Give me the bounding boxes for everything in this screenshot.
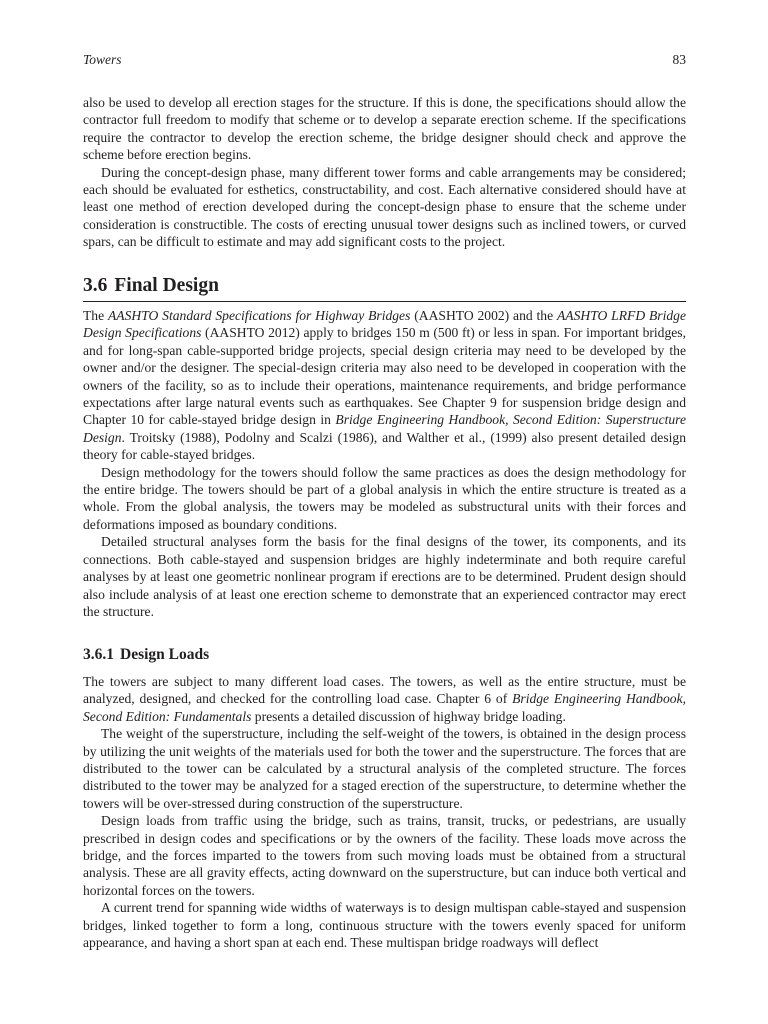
subsection-title: Design Loads [120, 646, 210, 663]
section-number: 3.6 [83, 275, 108, 296]
section-body [83, 307, 686, 620]
page-number: 83 [672, 52, 686, 67]
text-run: The towers are subject to many different load cases. The towers, as well as the entire structure, must be analyzed, designed, and checked for the controlling load case. Chapter 6 of [83, 674, 686, 707]
citation-title: AASHTO LRFD Bridge Design Specifications [83, 308, 686, 341]
paragraph: Design methodology for the towers should follow the same practices as does the design methodology for the entire bridge. The towers should be part of a global analysis in which the entire structure is treated as a whole. From the global analysis, the towers may be modeled as substructural units with their forces and deformations imposed as boundary conditions. [83, 464, 686, 532]
text-run: (AASHTO 2002) and the [410, 308, 557, 323]
text-run: (AASHTO 2012) apply to bridges 150 m (500 ft) or less in span. For important bridges, and for long-span cable-supported bridge projects, special design criteria may need to be developed by the owner and/or the designer. The special-design criteria may also need to be developed in cooperation with the owners of the facility, so as to include their operations, maintenance requirements, and bridge performance expectations after large natural events such as earthquakes. See Chapter 9 for suspension bridge design and Chapter 10 for cable-stayed bridge design in [83, 325, 686, 428]
paragraph: Design loads from traffic using the bridge, such as trains, transit, trucks, or pedestrians, are usually prescribed in design codes and specifications or by the owners of the facility. These loads move across the bridge, and the forces imparted to the towers from such moving loads must be obtained from a structural analysis. These are all gravity effects, acting downward on the superstructure, but can induce both vertical and horizontal forces on the towers. [83, 813, 686, 898]
citation-title: Bridge Engineering Handbook, Second Edition: Fundamentals [83, 691, 686, 724]
section-heading [83, 273, 686, 302]
subsection-number: 3.6.1 [83, 646, 114, 663]
paragraph: also be used to develop all erection stages for the structure. If this is done, the specifications should allow the contractor full freedom to modify that scheme or to develop a separate erection scheme. If the specifications require the contractor to develop the erection scheme, the bridge designer should check and approve the scheme before erection begins. [83, 95, 686, 163]
text-run: The [83, 308, 108, 323]
text-run: presents a detailed discussion of highway bridge loading. [251, 708, 566, 724]
citation-title: AASHTO Standard Specifications for Highway Bridges [107, 308, 411, 323]
running-head [83, 52, 686, 70]
paragraph [83, 673, 686, 725]
intro-text [83, 94, 686, 251]
text-run: . Troitsky (1988), Podolny and Scalzi (1986), and Walther et al., (1999) also present detailed design theory for cable-stayed bridges. [83, 429, 686, 463]
paragraph [83, 307, 686, 464]
paragraph: The weight of the superstructure, including the self-weight of the towers, is obtained in the design process by utilizing the unit weights of the materials used for both the tower and the superstructure. The forces that are distributed to the tower can be calculated by a structural analysis of the completed structure. The forces distributed to the tower may be analyzed for a staged erection of the superstructure, to determine whether the towers will be over-stressed during construction of the superstructure. [83, 726, 686, 811]
paragraph: Detailed structural analyses form the basis for the final designs of the tower, its components, and its connections. Both cable-stayed and suspension bridges are highly indeterminate and both require careful analyses by at least one geometric nonlinear program if erections are to be determined. Prudent design should also include analysis of at least one erection scheme to demonstrate that an experienced contractor may erect the structure. [83, 534, 686, 619]
section-title: Final Design [114, 275, 219, 296]
subsection-body [83, 673, 686, 952]
paragraph: During the concept-design phase, many different tower forms and cable arrangements may be considered; each should be evaluated for esthetics, constructability, and cost. Each alternative considered should have at least one method of erection developed during the concept-design phase to ensure that the scheme under consideration is constructible. The costs of erecting unusual tower designs such as inclined towers, or curved spars, can be difficult to estimate and may add significant costs to the project. [83, 164, 686, 250]
running-head-title: Towers [83, 52, 122, 67]
citation-title: Bridge Engineering Handbook, Second Edition: Superstructure Design [83, 412, 686, 445]
paragraph: A current trend for spanning wide widths of waterways is to design multispan cable-stayed and suspension bridges, linked together to form a long, continuous structure with the towers evenly spaced for uniform appearance, and having a short span at each end. These multispan bridge roadways will deflect [83, 900, 686, 951]
subsection-heading [83, 645, 209, 665]
